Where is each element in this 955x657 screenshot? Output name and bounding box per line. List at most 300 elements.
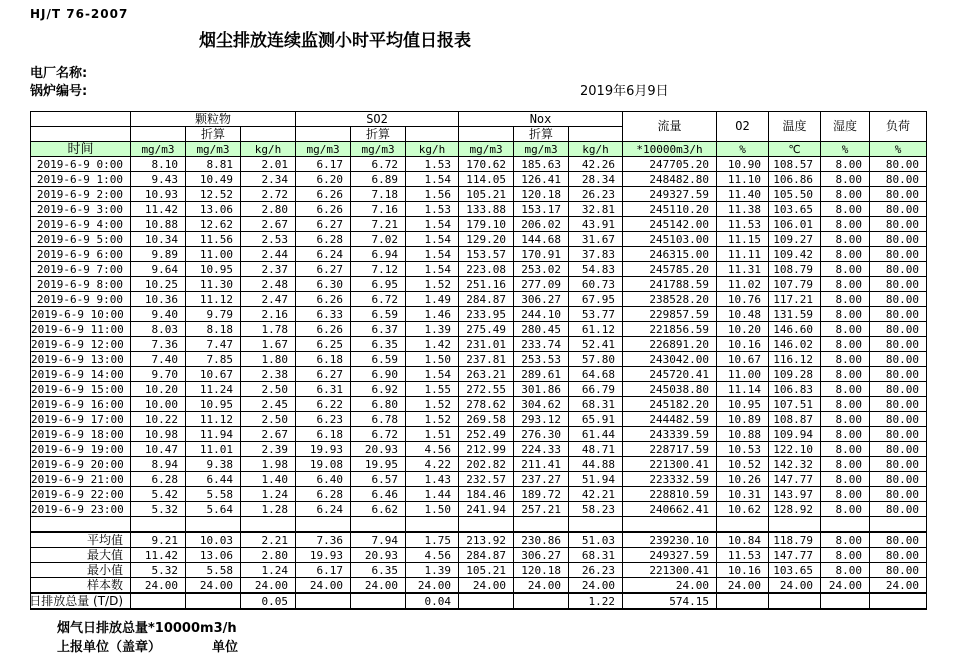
value-cell: 10.00 bbox=[131, 397, 186, 412]
value-cell: 5.58 bbox=[186, 563, 241, 578]
value-cell: 120.18 bbox=[514, 187, 569, 202]
value-cell: 2.37 bbox=[241, 262, 296, 277]
value-cell: 0.04 bbox=[406, 593, 459, 609]
value-cell: 10.26 bbox=[717, 472, 769, 487]
time-cell: 2019-6-9 21:00 bbox=[31, 472, 131, 487]
table-row bbox=[31, 247, 927, 262]
unit-label: 单位 bbox=[212, 640, 239, 655]
value-cell: 42.21 bbox=[569, 487, 623, 502]
value-cell: 237.81 bbox=[459, 352, 514, 367]
value-cell: 239230.10 bbox=[623, 532, 717, 548]
time-cell: 2019-6-9 7:00 bbox=[31, 262, 131, 277]
unit-o2: % bbox=[717, 142, 769, 157]
unit-nox-mgm3: mg/m3 bbox=[459, 142, 514, 157]
value-cell: 224.33 bbox=[514, 442, 569, 457]
value-cell: 129.20 bbox=[459, 232, 514, 247]
value-cell: 6.26 bbox=[296, 187, 351, 202]
value-cell: 8.94 bbox=[131, 457, 186, 472]
value-cell: 243042.00 bbox=[623, 352, 717, 367]
time-cell: 2019-6-9 16:00 bbox=[31, 397, 131, 412]
value-cell: 9.40 bbox=[131, 307, 186, 322]
value-cell: 11.12 bbox=[186, 412, 241, 427]
unit-humidity: % bbox=[821, 142, 870, 157]
value-cell: 10.95 bbox=[186, 397, 241, 412]
value-cell: 64.68 bbox=[569, 367, 623, 382]
table-row bbox=[31, 472, 927, 487]
value-cell: 128.92 bbox=[769, 502, 821, 517]
col-header-load: 负荷 bbox=[870, 112, 927, 142]
time-cell: 2019-6-9 22:00 bbox=[31, 487, 131, 502]
value-cell: 7.21 bbox=[351, 217, 406, 232]
value-cell: 289.61 bbox=[514, 367, 569, 382]
value-cell: 2.16 bbox=[241, 307, 296, 322]
value-cell: 108.87 bbox=[769, 412, 821, 427]
value-cell: 80.00 bbox=[870, 367, 927, 382]
time-cell: 2019-6-9 9:00 bbox=[31, 292, 131, 307]
table-row bbox=[31, 262, 927, 277]
summary-label-cell: 最小值 bbox=[31, 563, 131, 578]
value-cell: 6.72 bbox=[351, 427, 406, 442]
value-cell: 1.52 bbox=[406, 412, 459, 427]
value-cell: 80.00 bbox=[870, 247, 927, 262]
header-blank-cell bbox=[31, 112, 131, 127]
time-cell: 2019-6-9 11:00 bbox=[31, 322, 131, 337]
blank-cell bbox=[406, 517, 459, 533]
value-cell: 10.25 bbox=[131, 277, 186, 292]
value-cell: 131.59 bbox=[769, 307, 821, 322]
table-row bbox=[31, 457, 927, 472]
value-cell: 9.89 bbox=[131, 247, 186, 262]
plant-name-label: 电厂名称: bbox=[30, 66, 88, 81]
value-cell: 80.00 bbox=[870, 217, 927, 232]
value-cell: 9.21 bbox=[131, 532, 186, 548]
value-cell: 117.21 bbox=[769, 292, 821, 307]
col-group-nox: Nox bbox=[459, 112, 623, 127]
time-cell: 2019-6-9 5:00 bbox=[31, 232, 131, 247]
value-cell: 13.06 bbox=[186, 548, 241, 563]
value-cell: 1.43 bbox=[406, 472, 459, 487]
value-cell: 11.00 bbox=[186, 247, 241, 262]
value-cell: 24.00 bbox=[406, 578, 459, 594]
subheader-converted-nox: 折算 bbox=[514, 127, 569, 142]
value-cell: 80.00 bbox=[870, 202, 927, 217]
value-cell: 6.28 bbox=[131, 472, 186, 487]
value-cell: 109.28 bbox=[769, 367, 821, 382]
value-cell: 2.01 bbox=[241, 157, 296, 172]
value-cell: 1.24 bbox=[241, 563, 296, 578]
value-cell: 43.91 bbox=[569, 217, 623, 232]
value-cell: 10.88 bbox=[717, 427, 769, 442]
unit-temperature: ℃ bbox=[769, 142, 821, 157]
value-cell: 6.46 bbox=[351, 487, 406, 502]
table-row bbox=[31, 412, 927, 427]
value-cell: 51.94 bbox=[569, 472, 623, 487]
value-cell: 8.00 bbox=[821, 157, 870, 172]
header-units-row bbox=[31, 142, 927, 157]
value-cell: 6.95 bbox=[351, 277, 406, 292]
subheader-converted-pm: 折算 bbox=[186, 127, 241, 142]
value-cell: 80.00 bbox=[870, 548, 927, 563]
value-cell: 245785.20 bbox=[623, 262, 717, 277]
value-cell: 68.31 bbox=[569, 397, 623, 412]
value-cell: 263.21 bbox=[459, 367, 514, 382]
value-cell: 1.56 bbox=[406, 187, 459, 202]
value-cell: 5.32 bbox=[131, 502, 186, 517]
value-cell: 6.26 bbox=[296, 202, 351, 217]
time-cell: 2019-6-9 3:00 bbox=[31, 202, 131, 217]
value-cell: 8.00 bbox=[821, 232, 870, 247]
value-cell: 24.00 bbox=[769, 578, 821, 594]
value-cell: 6.17 bbox=[296, 157, 351, 172]
value-cell: 24.00 bbox=[351, 578, 406, 594]
value-cell: 8.10 bbox=[131, 157, 186, 172]
value-cell: 213.92 bbox=[459, 532, 514, 548]
value-cell: 6.92 bbox=[351, 382, 406, 397]
value-cell: 153.17 bbox=[514, 202, 569, 217]
value-cell: 10.89 bbox=[717, 412, 769, 427]
value-cell: 1.67 bbox=[241, 337, 296, 352]
value-cell: 133.88 bbox=[459, 202, 514, 217]
value-cell: 80.00 bbox=[870, 563, 927, 578]
value-cell: 107.51 bbox=[769, 397, 821, 412]
value-cell: 2.67 bbox=[241, 217, 296, 232]
value-cell: 147.77 bbox=[769, 472, 821, 487]
value-cell: 228810.59 bbox=[623, 487, 717, 502]
value-cell: 6.18 bbox=[296, 352, 351, 367]
value-cell: 211.41 bbox=[514, 457, 569, 472]
value-cell: 202.82 bbox=[459, 457, 514, 472]
value-cell: 6.27 bbox=[296, 367, 351, 382]
value-cell: 1.78 bbox=[241, 322, 296, 337]
value-cell: 7.94 bbox=[351, 532, 406, 548]
value-cell: 1.98 bbox=[241, 457, 296, 472]
value-cell: 61.44 bbox=[569, 427, 623, 442]
value-cell: 8.00 bbox=[821, 172, 870, 187]
value-cell: 24.00 bbox=[459, 578, 514, 594]
value-cell: 10.47 bbox=[131, 442, 186, 457]
value-cell: 8.18 bbox=[186, 322, 241, 337]
col-header-humidity: 湿度 bbox=[821, 112, 870, 142]
value-cell: 8.00 bbox=[821, 442, 870, 457]
value-cell: 10.22 bbox=[131, 412, 186, 427]
col-group-particulate: 颗粒物 bbox=[131, 112, 296, 127]
value-cell: 306.27 bbox=[514, 292, 569, 307]
value-cell: 8.00 bbox=[821, 427, 870, 442]
value-cell: 44.88 bbox=[569, 457, 623, 472]
value-cell: 1.44 bbox=[406, 487, 459, 502]
value-cell: 11.02 bbox=[717, 277, 769, 292]
value-cell: 2.72 bbox=[241, 187, 296, 202]
value-cell: 80.00 bbox=[870, 502, 927, 517]
value-cell: 6.18 bbox=[296, 427, 351, 442]
value-cell: 233.95 bbox=[459, 307, 514, 322]
blank-cell bbox=[870, 517, 927, 533]
value-cell: 80.00 bbox=[870, 412, 927, 427]
value-cell: 6.17 bbox=[296, 563, 351, 578]
value-cell: 11.24 bbox=[186, 382, 241, 397]
value-cell: 244482.59 bbox=[623, 412, 717, 427]
value-cell: 6.24 bbox=[296, 247, 351, 262]
table-row bbox=[31, 217, 927, 232]
header-blank-cell bbox=[406, 127, 459, 142]
value-cell: 277.09 bbox=[514, 277, 569, 292]
value-cell: 4.56 bbox=[406, 548, 459, 563]
value-cell: 275.49 bbox=[459, 322, 514, 337]
value-cell: 1.22 bbox=[569, 593, 623, 609]
value-cell: 238528.20 bbox=[623, 292, 717, 307]
value-cell: 26.23 bbox=[569, 563, 623, 578]
value-cell: 2.80 bbox=[241, 548, 296, 563]
value-cell: 2.21 bbox=[241, 532, 296, 548]
value-cell: 57.80 bbox=[569, 352, 623, 367]
value-cell: 8.00 bbox=[821, 292, 870, 307]
table-row bbox=[31, 292, 927, 307]
value-cell: 58.23 bbox=[569, 502, 623, 517]
value-cell: 107.79 bbox=[769, 277, 821, 292]
value-cell: 284.87 bbox=[459, 292, 514, 307]
time-cell: 2019-6-9 17:00 bbox=[31, 412, 131, 427]
value-cell: 249327.59 bbox=[623, 548, 717, 563]
value-cell: 10.52 bbox=[717, 457, 769, 472]
value-cell: 248482.80 bbox=[623, 172, 717, 187]
value-cell: 126.41 bbox=[514, 172, 569, 187]
value-cell: 5.32 bbox=[131, 563, 186, 578]
value-cell: 6.26 bbox=[296, 292, 351, 307]
blank-cell bbox=[241, 517, 296, 533]
value-cell: 11.42 bbox=[131, 202, 186, 217]
value-cell: 6.59 bbox=[351, 352, 406, 367]
value-cell: 9.43 bbox=[131, 172, 186, 187]
blank-cell bbox=[186, 517, 241, 533]
value-cell: 2.80 bbox=[241, 202, 296, 217]
value-cell: 10.53 bbox=[717, 442, 769, 457]
blank-cell bbox=[31, 517, 131, 533]
value-cell: 80.00 bbox=[870, 457, 927, 472]
report-date: 2019年6月9日 bbox=[580, 84, 669, 99]
value-cell: 114.05 bbox=[459, 172, 514, 187]
time-cell: 2019-6-9 12:00 bbox=[31, 337, 131, 352]
value-cell: 6.72 bbox=[351, 292, 406, 307]
value-cell: 142.32 bbox=[769, 457, 821, 472]
time-cell: 2019-6-9 19:00 bbox=[31, 442, 131, 457]
value-cell: 6.23 bbox=[296, 412, 351, 427]
header-blank-cell bbox=[296, 127, 351, 142]
value-cell: 253.02 bbox=[514, 262, 569, 277]
summary-row bbox=[31, 578, 927, 594]
value-cell: 245038.80 bbox=[623, 382, 717, 397]
value-cell: 11.53 bbox=[717, 548, 769, 563]
value-cell: 5.64 bbox=[186, 502, 241, 517]
value-cell: 230.86 bbox=[514, 532, 569, 548]
value-cell: 2.50 bbox=[241, 382, 296, 397]
value-cell: 80.00 bbox=[870, 307, 927, 322]
value-cell: 249327.59 bbox=[623, 187, 717, 202]
value-cell: 11.11 bbox=[717, 247, 769, 262]
time-cell: 2019-6-9 2:00 bbox=[31, 187, 131, 202]
value-cell: 53.77 bbox=[569, 307, 623, 322]
value-cell bbox=[769, 593, 821, 609]
time-column-header: 时间 bbox=[31, 142, 131, 157]
value-cell: 24.00 bbox=[514, 578, 569, 594]
value-cell: 8.00 bbox=[821, 337, 870, 352]
value-cell: 11.10 bbox=[717, 172, 769, 187]
value-cell: 7.36 bbox=[296, 532, 351, 548]
time-cell: 2019-6-9 18:00 bbox=[31, 427, 131, 442]
value-cell: 228717.59 bbox=[623, 442, 717, 457]
value-cell: 241.94 bbox=[459, 502, 514, 517]
value-cell: 80.00 bbox=[870, 262, 927, 277]
value-cell: 2.48 bbox=[241, 277, 296, 292]
value-cell: 11.31 bbox=[717, 262, 769, 277]
value-cell: 251.16 bbox=[459, 277, 514, 292]
header-blank-cell bbox=[459, 127, 514, 142]
value-cell: 80.00 bbox=[870, 472, 927, 487]
value-cell: 245110.20 bbox=[623, 202, 717, 217]
value-cell: 52.41 bbox=[569, 337, 623, 352]
value-cell: 226891.20 bbox=[623, 337, 717, 352]
blank-cell bbox=[514, 517, 569, 533]
value-cell: 6.20 bbox=[296, 172, 351, 187]
header-blank-cell bbox=[131, 127, 186, 142]
value-cell bbox=[870, 593, 927, 609]
value-cell: 80.00 bbox=[870, 487, 927, 502]
value-cell: 6.24 bbox=[296, 502, 351, 517]
value-cell: 1.54 bbox=[406, 217, 459, 232]
value-cell: 8.00 bbox=[821, 322, 870, 337]
table-row bbox=[31, 427, 927, 442]
value-cell: 6.78 bbox=[351, 412, 406, 427]
value-cell: 2.47 bbox=[241, 292, 296, 307]
value-cell: 237.27 bbox=[514, 472, 569, 487]
value-cell: 2.53 bbox=[241, 232, 296, 247]
unit-load: % bbox=[870, 142, 927, 157]
summary-label-cell: 平均值 bbox=[31, 532, 131, 548]
value-cell: 106.86 bbox=[769, 172, 821, 187]
value-cell: 48.71 bbox=[569, 442, 623, 457]
value-cell: 103.65 bbox=[769, 202, 821, 217]
value-cell: 185.63 bbox=[514, 157, 569, 172]
value-cell: 24.00 bbox=[131, 578, 186, 594]
value-cell: 8.03 bbox=[131, 322, 186, 337]
value-cell: 37.83 bbox=[569, 247, 623, 262]
summary-label-cell: 样本数 bbox=[31, 578, 131, 594]
value-cell: 80.00 bbox=[870, 397, 927, 412]
value-cell: 6.31 bbox=[296, 382, 351, 397]
value-cell: 1.39 bbox=[406, 563, 459, 578]
value-cell: 1.52 bbox=[406, 397, 459, 412]
value-cell: 10.84 bbox=[717, 532, 769, 548]
value-cell: 6.26 bbox=[296, 322, 351, 337]
value-cell: 8.00 bbox=[821, 563, 870, 578]
value-cell: 278.62 bbox=[459, 397, 514, 412]
table-row bbox=[31, 157, 927, 172]
value-cell: 8.00 bbox=[821, 277, 870, 292]
value-cell: 8.00 bbox=[821, 472, 870, 487]
value-cell: 6.35 bbox=[351, 563, 406, 578]
value-cell: 28.34 bbox=[569, 172, 623, 187]
value-cell: 8.00 bbox=[821, 382, 870, 397]
value-cell: 105.21 bbox=[459, 563, 514, 578]
value-cell: 120.18 bbox=[514, 563, 569, 578]
table-row bbox=[31, 382, 927, 397]
value-cell: 19.08 bbox=[296, 457, 351, 472]
value-cell: 8.00 bbox=[821, 262, 870, 277]
value-cell: 80.00 bbox=[870, 427, 927, 442]
value-cell: 1.50 bbox=[406, 352, 459, 367]
value-cell bbox=[514, 593, 569, 609]
boiler-number-label: 锅炉编号: bbox=[30, 84, 88, 99]
value-cell: 68.31 bbox=[569, 548, 623, 563]
value-cell: 10.34 bbox=[131, 232, 186, 247]
value-cell bbox=[131, 593, 186, 609]
table-row bbox=[31, 397, 927, 412]
value-cell: 2.39 bbox=[241, 442, 296, 457]
table-row bbox=[31, 172, 927, 187]
value-cell: 12.52 bbox=[186, 187, 241, 202]
value-cell: 1.54 bbox=[406, 232, 459, 247]
value-cell: 1.53 bbox=[406, 202, 459, 217]
value-cell: 10.62 bbox=[717, 502, 769, 517]
value-cell: 11.30 bbox=[186, 277, 241, 292]
time-cell: 2019-6-9 13:00 bbox=[31, 352, 131, 367]
value-cell: 106.83 bbox=[769, 382, 821, 397]
value-cell: 221300.41 bbox=[623, 457, 717, 472]
blank-cell bbox=[717, 517, 769, 533]
value-cell: 10.49 bbox=[186, 172, 241, 187]
value-cell: 243339.59 bbox=[623, 427, 717, 442]
unit-so2-converted-mgm3: mg/m3 bbox=[351, 142, 406, 157]
value-cell: 6.57 bbox=[351, 472, 406, 487]
value-cell: 10.90 bbox=[717, 157, 769, 172]
time-cell: 2019-6-9 15:00 bbox=[31, 382, 131, 397]
value-cell: 252.49 bbox=[459, 427, 514, 442]
value-cell: 223332.59 bbox=[623, 472, 717, 487]
value-cell: 284.87 bbox=[459, 548, 514, 563]
value-cell: 6.28 bbox=[296, 232, 351, 247]
value-cell bbox=[717, 593, 769, 609]
col-header-o2: O2 bbox=[717, 112, 769, 142]
value-cell: 306.27 bbox=[514, 548, 569, 563]
value-cell: 8.00 bbox=[821, 412, 870, 427]
value-cell: 229857.59 bbox=[623, 307, 717, 322]
value-cell: 1.28 bbox=[241, 502, 296, 517]
value-cell: 32.81 bbox=[569, 202, 623, 217]
value-cell: 6.27 bbox=[296, 217, 351, 232]
value-cell: 2.38 bbox=[241, 367, 296, 382]
value-cell: 245103.00 bbox=[623, 232, 717, 247]
value-cell: 10.67 bbox=[186, 367, 241, 382]
value-cell: 293.12 bbox=[514, 412, 569, 427]
value-cell: 26.23 bbox=[569, 187, 623, 202]
value-cell: 206.02 bbox=[514, 217, 569, 232]
value-cell: 80.00 bbox=[870, 532, 927, 548]
value-cell: 574.15 bbox=[623, 593, 717, 609]
value-cell: 6.28 bbox=[296, 487, 351, 502]
value-cell: 143.97 bbox=[769, 487, 821, 502]
value-cell: 106.01 bbox=[769, 217, 821, 232]
value-cell: 6.37 bbox=[351, 322, 406, 337]
value-cell: 1.49 bbox=[406, 292, 459, 307]
value-cell: 245142.00 bbox=[623, 217, 717, 232]
value-cell: 240662.41 bbox=[623, 502, 717, 517]
value-cell: 9.38 bbox=[186, 457, 241, 472]
value-cell: 24.00 bbox=[241, 578, 296, 594]
value-cell: 246315.00 bbox=[623, 247, 717, 262]
time-cell: 2019-6-9 23:00 bbox=[31, 502, 131, 517]
value-cell: 80.00 bbox=[870, 322, 927, 337]
value-cell: 1.54 bbox=[406, 172, 459, 187]
time-cell: 2019-6-9 1:00 bbox=[31, 172, 131, 187]
